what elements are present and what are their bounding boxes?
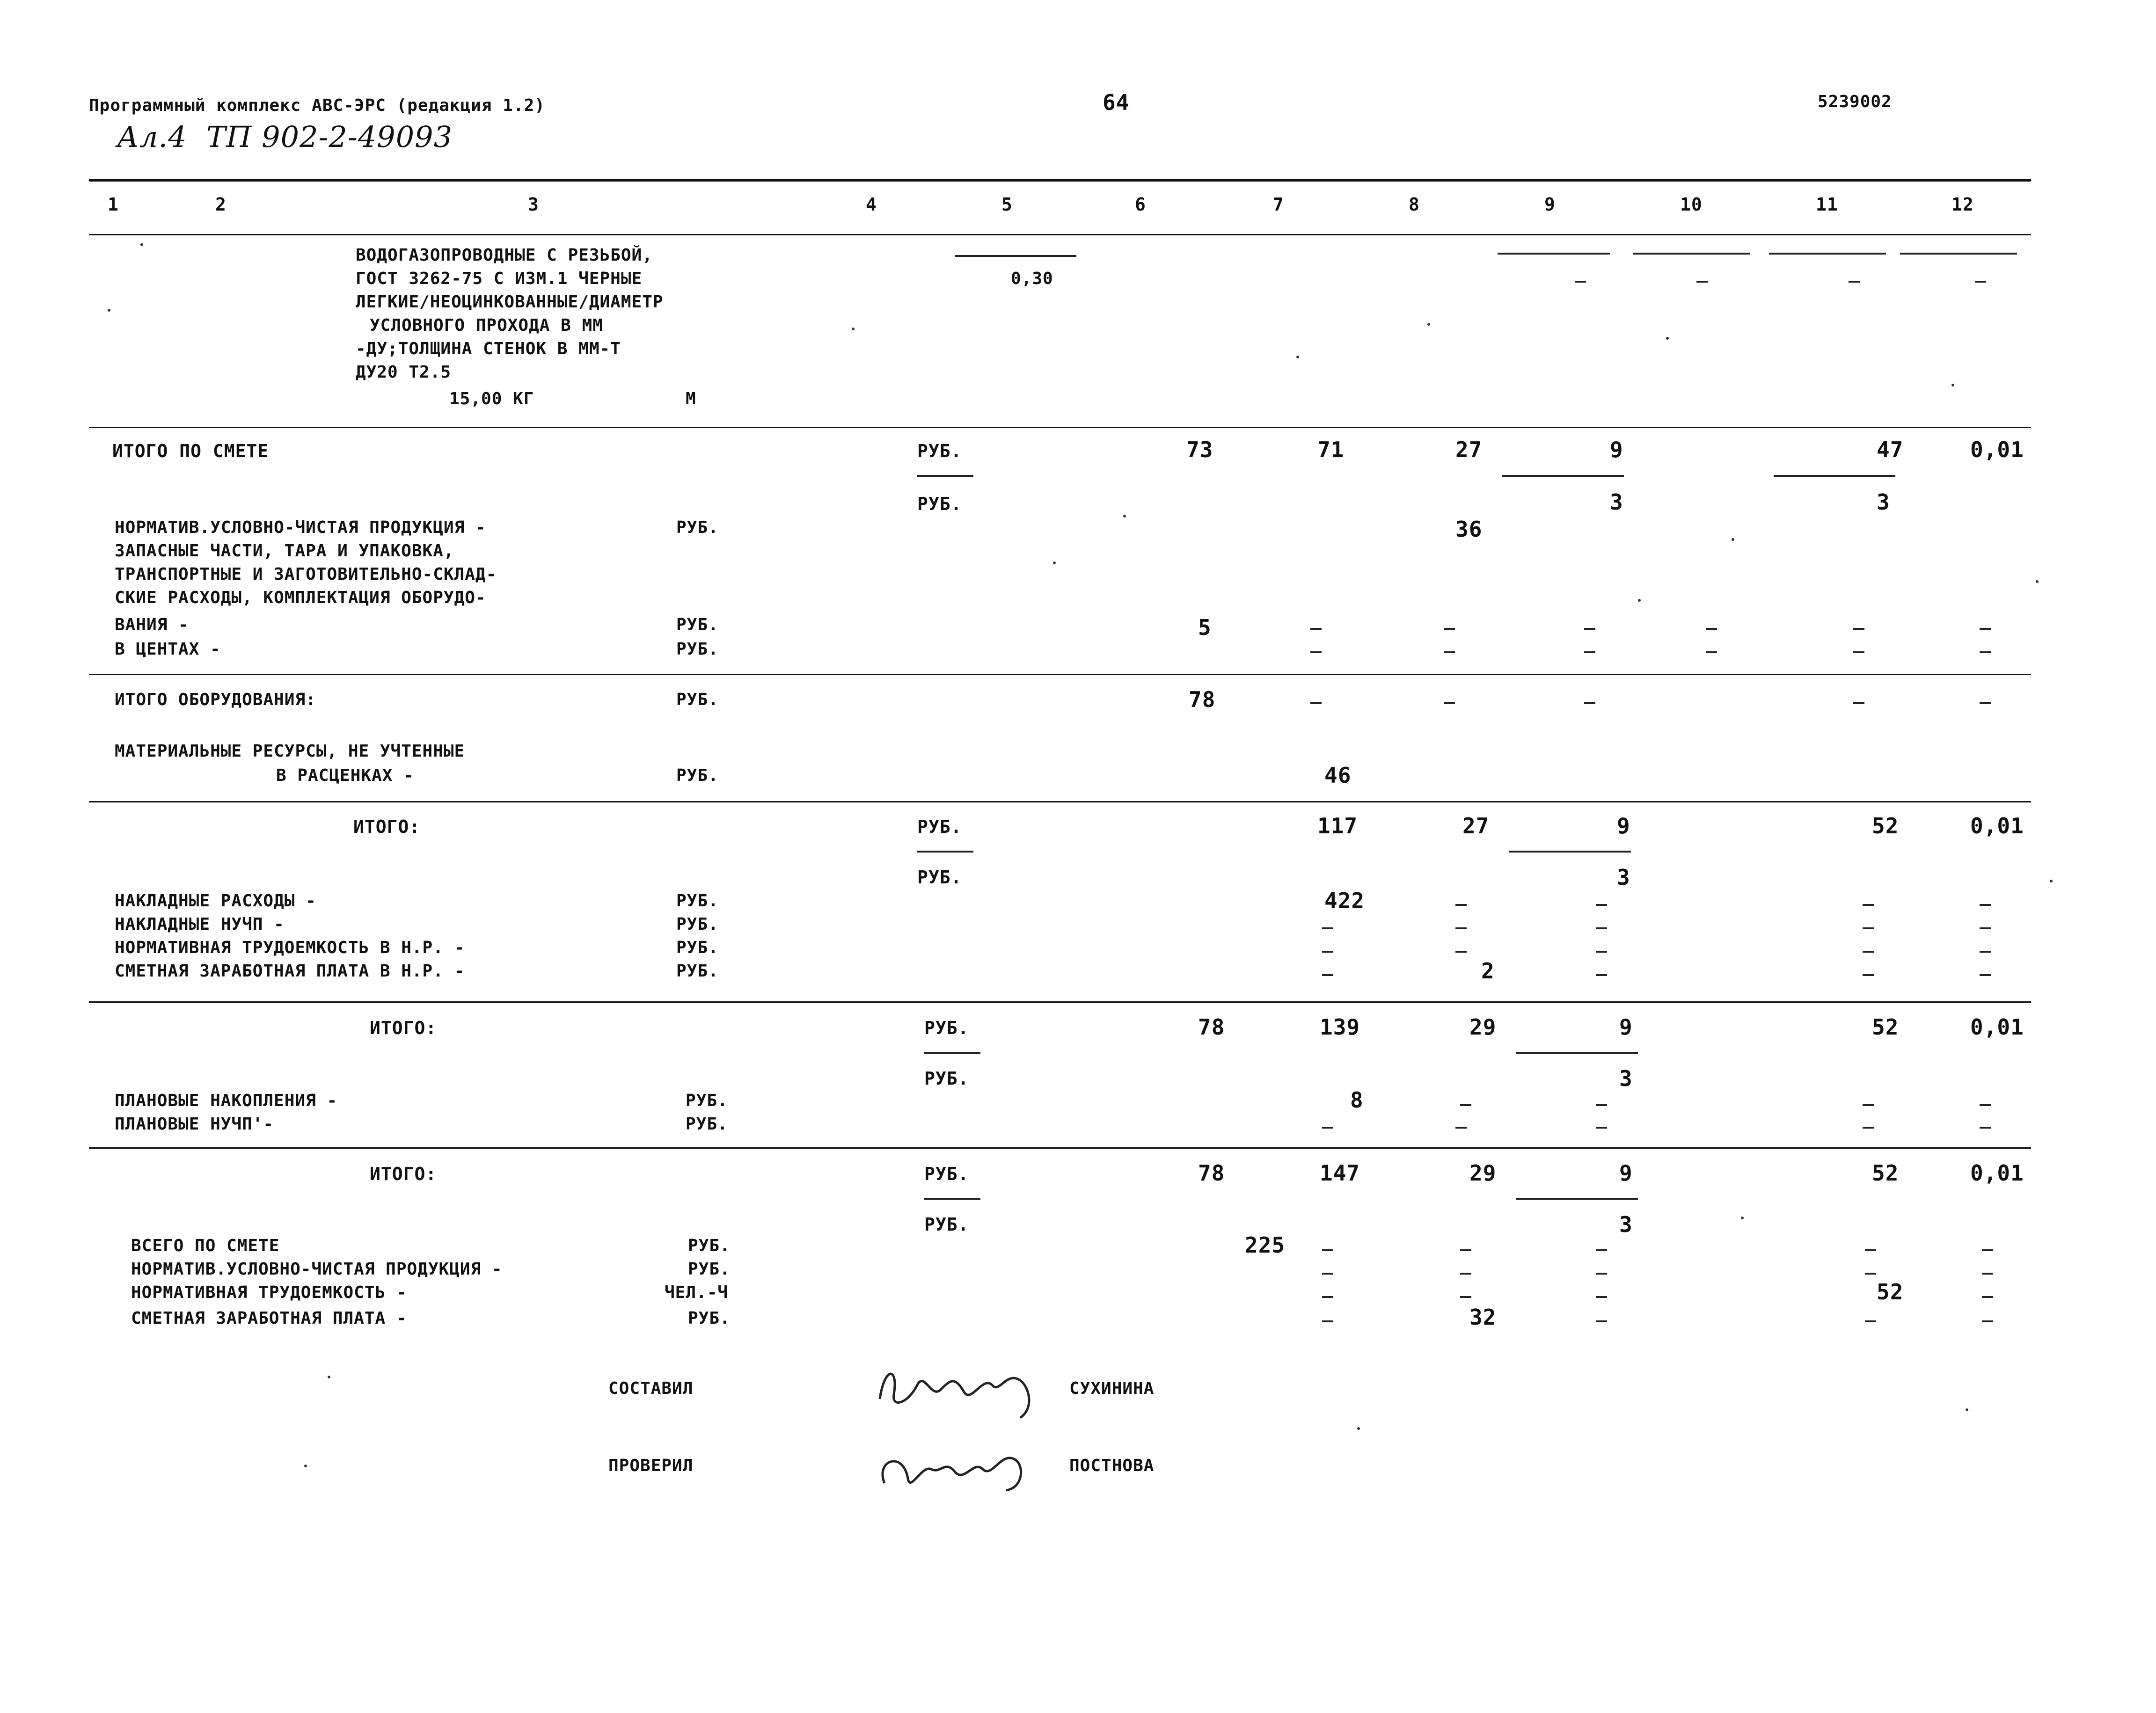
unit-divider xyxy=(917,851,973,853)
subtotal-1-col7: 117 xyxy=(1317,813,1358,838)
cell-dash xyxy=(1596,904,1607,906)
cell-dash xyxy=(1863,904,1874,906)
planned-unit: РУБ. xyxy=(686,1091,728,1110)
cell-dash xyxy=(1455,1127,1467,1129)
subtotal-2-col6: 78 xyxy=(1198,1014,1225,1040)
cell-dash xyxy=(1596,951,1607,953)
subtotal-2-unit2: РУБ. xyxy=(924,1068,969,1089)
cell-line xyxy=(1900,253,2017,255)
cell-dash xyxy=(1980,1127,1991,1129)
cell-dash xyxy=(1444,628,1455,630)
grand-total-unit: РУБ. xyxy=(688,1236,731,1255)
subtotal-1-col9-sub: 3 xyxy=(1617,865,1630,890)
signature-checked xyxy=(866,1432,1062,1497)
checked-name: ПОСТНОВА xyxy=(1069,1456,1155,1475)
scan-speck xyxy=(1638,599,1641,602)
cell-dash xyxy=(1863,1104,1874,1106)
cell-dash xyxy=(1322,1127,1333,1129)
planned-line: ПЛАНОВЫЕ НУЧП'- xyxy=(115,1115,274,1134)
overhead-line: НАКЛАДНЫЕ НУЧП - xyxy=(115,915,285,934)
section-rule xyxy=(89,427,2031,428)
item-unit: М xyxy=(686,389,696,408)
cell-dash xyxy=(1322,1273,1333,1275)
value-divider xyxy=(1502,475,1624,477)
planned-line: ПЛАНОВЫЕ НАКОПЛЕНИЯ - xyxy=(115,1091,338,1110)
cell-dash xyxy=(1596,1127,1607,1129)
item-line: ЛЕГКИЕ/НЕОЦИНКОВАННЫЕ/ДИАМЕТР xyxy=(356,292,664,312)
subtotal-3-col11: 52 xyxy=(1872,1160,1899,1186)
scan-speck xyxy=(1951,384,1954,386)
scan-speck xyxy=(1741,1217,1744,1219)
grand-total-unit: ЧЕЛ.-Ч xyxy=(665,1283,729,1302)
subtotal-1-col9: 9 xyxy=(1617,813,1630,838)
checked-label: ПРОВЕРИЛ xyxy=(608,1456,694,1475)
cell-dash xyxy=(1865,1320,1876,1322)
cell-dash xyxy=(1460,1104,1471,1106)
overhead-unit: РУБ. xyxy=(676,891,719,911)
cell-dash xyxy=(1863,1127,1874,1129)
item-line: -ДУ;ТОЛЩИНА СТЕНОК В ММ-Т xyxy=(356,339,621,358)
cell-dash xyxy=(1460,1296,1471,1298)
scan-speck xyxy=(1427,323,1430,326)
signature-composed xyxy=(866,1357,1062,1422)
cell-dash xyxy=(1596,1249,1607,1251)
col-11: 11 xyxy=(1816,194,1838,215)
cell-dash xyxy=(1980,651,1991,653)
overhead-col7: 422 xyxy=(1324,888,1365,913)
equipment-total-label: ИТОГО ОБОРУДОВАНИЯ: xyxy=(115,690,316,709)
cell-dash xyxy=(1322,1249,1333,1251)
scan-speck xyxy=(1296,356,1299,358)
grand-total-unit: РУБ. xyxy=(688,1260,731,1279)
scan-speck xyxy=(1053,561,1056,564)
materials-line: МАТЕРИАЛЬНЫЕ РЕСУРСЫ, НЕ УЧТЕННЫЕ xyxy=(115,742,465,761)
item-quantity: 0,30 xyxy=(1011,269,1053,288)
overhead-line: СМЕТНАЯ ЗАРАБОТНАЯ ПЛАТА В Н.Р. - xyxy=(115,962,465,981)
cell-dash xyxy=(1455,927,1467,929)
value-col7: 71 xyxy=(1317,437,1345,462)
handwritten-reference: Ал.4 ТП 902-2-49093 xyxy=(117,120,453,154)
cell-dash xyxy=(1980,628,1991,630)
value-col11-sub: 3 xyxy=(1877,489,1890,515)
overhead-unit: РУБ. xyxy=(676,915,719,934)
cell-dash xyxy=(1980,904,1991,906)
col-12: 12 xyxy=(1951,194,1974,215)
value-col6: 73 xyxy=(1186,437,1213,462)
header-bottom-rule xyxy=(89,234,2031,235)
col-5: 5 xyxy=(1001,194,1013,215)
normativ-unit2: РУБ. xyxy=(676,615,719,634)
subtotal-1-unit: РУБ. xyxy=(917,816,962,837)
document-code: 5239002 xyxy=(1818,92,1892,111)
cell-dash xyxy=(1706,628,1717,630)
composed-label: СОСТАВИЛ xyxy=(608,1379,694,1398)
normativ-unit: РУБ. xyxy=(676,518,719,537)
value-divider xyxy=(1774,475,1895,477)
composed-name: СУХИНИНА xyxy=(1069,1379,1155,1398)
cell-dash xyxy=(1596,974,1607,976)
grand-total-col6: 225 xyxy=(1245,1232,1286,1258)
cell-dash xyxy=(1455,951,1467,953)
item-line: ВОДОГАЗОПРОВОДНЫЕ С РЕЗЬБОЙ, xyxy=(356,246,653,265)
scan-speck xyxy=(2036,580,2039,583)
subtotal-2-col9-sub: 3 xyxy=(1619,1066,1633,1091)
page-number: 64 xyxy=(1103,90,1130,115)
cell-dash xyxy=(1863,927,1874,929)
cell-dash xyxy=(1982,1273,1993,1275)
cell-dash xyxy=(1310,628,1322,630)
overhead-line: НОРМАТИВНАЯ ТРУДОЕМКОСТЬ В Н.Р. - xyxy=(115,938,465,957)
cell-dash xyxy=(1863,974,1874,976)
section-rule xyxy=(89,674,2031,675)
normativ-col8: 36 xyxy=(1455,517,1483,542)
cell-line xyxy=(1498,253,1610,255)
value-col12: 0,01 xyxy=(1970,437,2024,462)
grand-total-unit: РУБ. xyxy=(688,1309,731,1328)
subtotal-3-unit: РУБ. xyxy=(924,1164,969,1184)
cell-dash xyxy=(1322,974,1333,976)
cell-dash xyxy=(1980,951,1991,953)
scan-speck xyxy=(1666,337,1669,340)
scan-speck xyxy=(328,1376,330,1378)
grand-total-line: ВСЕГО ПО СМЕТЕ xyxy=(131,1236,280,1255)
normativ-line: ВАНИЯ - xyxy=(115,615,189,634)
cell-dash xyxy=(1596,1320,1607,1322)
normativ-line: СКИЕ РАСХОДЫ, КОМПЛЕКТАЦИЯ ОБОРУДО- xyxy=(115,588,486,607)
total-estimate-label: ИТОГО ПО СМЕТЕ xyxy=(112,441,269,461)
v-centah-label: В ЦЕНТАХ - xyxy=(115,640,221,659)
col-7: 7 xyxy=(1273,194,1284,215)
normativ-col6: 5 xyxy=(1198,615,1212,640)
cell-dash xyxy=(1444,702,1455,704)
col-9: 9 xyxy=(1544,194,1556,215)
value-col9-sub: 3 xyxy=(1610,489,1623,515)
cell-dash xyxy=(1596,927,1607,929)
subtotal-3-col9: 9 xyxy=(1619,1160,1633,1186)
subtotal-2-unit: РУБ. xyxy=(924,1018,969,1038)
cell-dash xyxy=(1980,702,1991,704)
scan-speck xyxy=(108,309,110,312)
total-estimate-unit2: РУБ. xyxy=(917,494,962,514)
cell-dash xyxy=(1853,628,1864,630)
cell-dash xyxy=(1460,1249,1471,1251)
scan-speck xyxy=(2050,880,2053,882)
cell-dash xyxy=(1982,1249,1993,1251)
cell-dash xyxy=(1596,1104,1607,1106)
subtotal-2-col7: 139 xyxy=(1320,1014,1360,1040)
item-line: УСЛОВНОГО ПРОХОДА В ММ xyxy=(370,316,603,335)
grand-total-line: СМЕТНАЯ ЗАРАБОТНАЯ ПЛАТА - xyxy=(131,1309,407,1328)
materials-line: В РАСЦЕНКАХ - xyxy=(276,766,414,785)
subtotal-1-col11: 52 xyxy=(1872,813,1899,838)
cell-dash xyxy=(1696,281,1708,283)
grand-total-col11: 52 xyxy=(1877,1279,1904,1305)
cell-dash xyxy=(1853,702,1864,704)
cell-dash xyxy=(1596,1296,1607,1298)
subtotal-2-col11: 52 xyxy=(1872,1014,1899,1040)
unit-divider xyxy=(917,475,973,477)
cell-dash xyxy=(1584,702,1595,704)
scan-speck xyxy=(1732,538,1734,541)
cell-dash xyxy=(1444,651,1455,653)
scan-speck xyxy=(852,328,855,330)
cell-dash xyxy=(1596,1273,1607,1275)
section-rule xyxy=(89,1147,2031,1149)
col-3: 3 xyxy=(528,194,539,215)
cell-dash xyxy=(1322,1320,1333,1322)
value-col9: 9 xyxy=(1610,437,1623,462)
subtotal-2-label: ИТОГО: xyxy=(370,1018,437,1038)
cell-dash xyxy=(1980,974,1991,976)
subtotal-2-col8: 29 xyxy=(1469,1014,1497,1040)
overhead-col8: 2 xyxy=(1481,958,1495,984)
cell-dash xyxy=(1310,702,1322,704)
cell-dash xyxy=(1322,951,1333,953)
value-divider xyxy=(1516,1198,1638,1200)
program-title: Программный комплекс АВС-ЭРС (редакция 1.2) xyxy=(89,96,545,115)
planned-unit: РУБ. xyxy=(686,1115,728,1134)
unit-divider xyxy=(924,1052,980,1054)
subtotal-1-col8: 27 xyxy=(1462,813,1490,838)
cell-dash xyxy=(1322,1296,1333,1298)
col-8: 8 xyxy=(1409,194,1420,215)
subtotal-3-unit2: РУБ. xyxy=(924,1214,969,1235)
cell-dash xyxy=(1980,1104,1991,1106)
col-1: 1 xyxy=(108,194,119,215)
overhead-unit: РУБ. xyxy=(676,938,719,957)
equipment-total-col6: 78 xyxy=(1189,687,1216,712)
item-line: ДУ20 Т2.5 xyxy=(356,363,452,382)
subtotal-1-col12: 0,01 xyxy=(1970,813,2024,838)
cell-dash xyxy=(1455,904,1467,906)
planned-col7: 8 xyxy=(1350,1087,1364,1113)
grand-total-line: НОРМАТИВНАЯ ТРУДОЕМКОСТЬ - xyxy=(131,1283,407,1302)
cell-dash xyxy=(1706,651,1717,653)
subtotal-3-label: ИТОГО: xyxy=(370,1164,437,1184)
materials-col7: 46 xyxy=(1324,763,1352,788)
subtotal-3-col9-sub: 3 xyxy=(1619,1212,1633,1237)
cell-dash xyxy=(1863,951,1874,953)
cell-dash xyxy=(1980,927,1991,929)
subtotal-3-col6: 78 xyxy=(1198,1160,1225,1186)
value-divider xyxy=(1516,1052,1638,1054)
qty-overline xyxy=(955,255,1076,257)
subtotal-3-col7: 147 xyxy=(1320,1160,1360,1186)
grand-total-col8: 32 xyxy=(1469,1305,1497,1330)
col-6: 6 xyxy=(1135,194,1146,215)
cell-dash xyxy=(1575,281,1586,283)
normativ-line: ТРАНСПОРТНЫЕ И ЗАГОТОВИТЕЛЬНО-СКЛАД- xyxy=(115,565,497,584)
cell-dash xyxy=(1460,1273,1471,1275)
section-rule xyxy=(89,1001,2031,1003)
unit-divider xyxy=(924,1198,980,1200)
cell-dash xyxy=(1982,1320,1993,1322)
cell-dash xyxy=(1865,1249,1876,1251)
normativ-line: ЗАПАСНЫЕ ЧАСТИ, ТАРА И УПАКОВКА, xyxy=(115,541,454,561)
cell-dash xyxy=(1849,281,1860,283)
cell-dash xyxy=(1982,1296,1993,1298)
value-col8: 27 xyxy=(1455,437,1483,462)
subtotal-3-col8: 29 xyxy=(1469,1160,1497,1186)
subtotal-1-label: ИТОГО: xyxy=(353,816,421,837)
cell-dash xyxy=(1853,651,1864,653)
value-divider xyxy=(1509,851,1631,853)
scan-speck xyxy=(304,1465,307,1467)
subtotal-1-unit2: РУБ. xyxy=(917,867,962,888)
cell-dash xyxy=(1584,651,1595,653)
total-estimate-unit: РУБ. xyxy=(917,441,962,461)
scan-speck xyxy=(140,243,143,246)
cell-line xyxy=(1633,253,1750,255)
v-centah-unit: РУБ. xyxy=(676,640,719,659)
col-10: 10 xyxy=(1680,194,1703,215)
item-mass: 15,00 КГ xyxy=(449,389,534,408)
item-line: ГОСТ 3262-75 С ИЗМ.1 ЧЕРНЫЕ xyxy=(356,269,643,288)
section-rule xyxy=(89,801,2031,802)
cell-dash xyxy=(1584,628,1595,630)
cell-dash xyxy=(1310,651,1322,653)
normativ-line: НОРМАТИВ.УСЛОВНО-ЧИСТАЯ ПРОДУКЦИЯ - xyxy=(115,518,486,537)
scan-speck xyxy=(1357,1427,1360,1430)
subtotal-2-col12: 0,01 xyxy=(1970,1014,2024,1040)
cell-dash xyxy=(1322,927,1333,929)
col-4: 4 xyxy=(866,194,877,215)
scan-speck xyxy=(1966,1408,1968,1411)
overhead-line: НАКЛАДНЫЕ РАСХОДЫ - xyxy=(115,891,316,911)
col-2: 2 xyxy=(215,194,227,215)
cell-dash xyxy=(1975,281,1986,283)
cell-dash xyxy=(1865,1273,1876,1275)
value-col11: 47 xyxy=(1877,437,1904,462)
overhead-unit: РУБ. xyxy=(676,962,719,981)
equipment-total-unit: РУБ. xyxy=(676,690,719,709)
grand-total-line: НОРМАТИВ.УСЛОВНО-ЧИСТАЯ ПРОДУКЦИЯ - xyxy=(131,1260,503,1279)
subtotal-3-col12: 0,01 xyxy=(1970,1160,2024,1186)
materials-unit: РУБ. xyxy=(676,766,719,785)
header-top-rule xyxy=(89,179,2031,182)
subtotal-2-col9: 9 xyxy=(1619,1014,1633,1040)
scan-speck xyxy=(1123,515,1126,518)
cell-line xyxy=(1769,253,1886,255)
